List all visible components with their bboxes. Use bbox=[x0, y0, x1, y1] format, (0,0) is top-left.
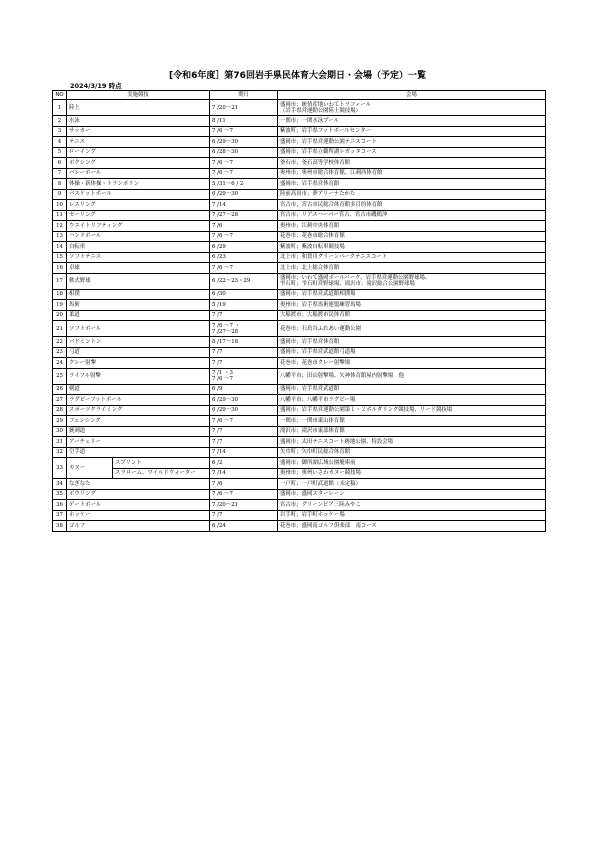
row-event: 陸上 bbox=[67, 100, 210, 116]
row-venue bbox=[278, 489, 546, 500]
row-venue bbox=[278, 310, 546, 321]
row-date-line: 7 /6 ～7 bbox=[212, 233, 233, 240]
row-venue-line: 盛岡市；岩手県立御所湖レガッタコース bbox=[280, 149, 377, 156]
row-no: 3 bbox=[53, 126, 67, 137]
table-row bbox=[53, 489, 546, 500]
row-date bbox=[210, 479, 278, 490]
row-date bbox=[210, 189, 278, 200]
row-date-line: 7 /6 ～7 bbox=[212, 376, 233, 382]
table-row bbox=[53, 437, 546, 448]
row-date bbox=[210, 158, 278, 169]
row-date-line: 5 /19 bbox=[212, 301, 226, 308]
row-venue-line: 紫波町；紫波自転車競技場 bbox=[280, 243, 345, 250]
row-date-line: 6 /24 bbox=[212, 522, 226, 529]
row-date bbox=[210, 416, 278, 427]
row-venue-line: 宮古市；グリーンピア三陸みやこ bbox=[280, 501, 361, 508]
row-venue-line: 盛岡市；岩手県営武道館相撲場 bbox=[280, 291, 356, 298]
row-no: 4 bbox=[53, 137, 67, 148]
row-venue-line: 一戸町；一戸町武道館（未定稿） bbox=[280, 480, 361, 487]
row-date-line: 7 /6 ～7 ・ bbox=[212, 322, 241, 329]
row-date-line: 6 /29～30 bbox=[212, 396, 239, 403]
row-venue-line: 紫波町；岩手県フットボールセンター bbox=[280, 128, 371, 135]
table-row bbox=[53, 337, 546, 348]
row-venue-line: 奥州市；奥州市総合体育館、江刺西体育館 bbox=[280, 170, 383, 177]
row-venue-line: 盛岡市；岩手県営運動公園テニスコート bbox=[280, 138, 377, 145]
row-venue-line: 盛岡市；岩手県営武道館 bbox=[280, 386, 340, 393]
row-sub-event: スプリント bbox=[113, 458, 210, 469]
row-date-line: 7 /27～28 bbox=[212, 212, 239, 219]
row-no: 15 bbox=[53, 252, 67, 263]
row-date-line: 6 /29～30 bbox=[212, 191, 239, 198]
table-row bbox=[53, 116, 546, 127]
row-event: ウエイトリフティング bbox=[67, 221, 210, 232]
row-venue-line: 宮古市；宮古市民総合体育館多目的体育館 bbox=[280, 201, 383, 208]
row-venue-line: 盛岡市；いわて盛岡ボールパーク、岩手県営運動公園野球場、 bbox=[280, 275, 431, 281]
row-date-line: 6 /30 bbox=[212, 291, 226, 298]
row-venue bbox=[278, 189, 546, 200]
row-venue bbox=[278, 273, 546, 289]
row-venue-line: 一関市；一関市東山体育館 bbox=[280, 417, 345, 424]
row-date bbox=[210, 489, 278, 500]
row-venue-line: 北上市；北上総合体育館 bbox=[280, 264, 340, 271]
row-no: 16 bbox=[53, 263, 67, 274]
row-venue-line: （岩手県営運動公園陸上競技場） bbox=[280, 107, 361, 114]
row-sub-event: スラローム、ワイルドウォーター bbox=[113, 468, 210, 479]
row-venue bbox=[278, 426, 546, 437]
row-date-line: 7 /7 bbox=[212, 349, 223, 356]
row-date bbox=[210, 521, 278, 532]
row-venue bbox=[278, 337, 546, 348]
row-date bbox=[210, 231, 278, 242]
row-date-line: 8 /17～18 bbox=[212, 338, 239, 345]
row-date-line: 6 /22～23・29 bbox=[212, 278, 251, 284]
table-row bbox=[53, 395, 546, 406]
row-no: 31 bbox=[53, 437, 67, 448]
row-no: 19 bbox=[53, 300, 67, 311]
row-venue-line: 矢巾町；矢巾町民総合体育館 bbox=[280, 449, 351, 456]
row-event: ボクシング bbox=[67, 158, 210, 169]
row-venue bbox=[278, 395, 546, 406]
row-venue-line: 滝沢市；滝沢市東部体育館 bbox=[280, 428, 345, 435]
table-row bbox=[53, 468, 546, 479]
row-no: 37 bbox=[53, 510, 67, 521]
row-date: 6 /2 bbox=[210, 458, 278, 469]
row-date bbox=[210, 358, 278, 369]
row-date-line: 7 /6 ～7 bbox=[212, 417, 233, 424]
row-no: 6 bbox=[53, 158, 67, 169]
row-no: 12 bbox=[53, 221, 67, 232]
row-date-line: 7 /14 bbox=[212, 449, 226, 456]
row-venue-line: 八幡平市；八幡平市ラグビー場 bbox=[280, 396, 356, 403]
row-event: 軟式野球 bbox=[67, 273, 210, 289]
row-date bbox=[210, 347, 278, 358]
row-date-line: 7 /14 bbox=[212, 201, 226, 208]
row-event: ホッケー bbox=[67, 510, 210, 521]
row-date bbox=[210, 395, 278, 406]
row-no: 11 bbox=[53, 210, 67, 221]
row-event: 銃剣道 bbox=[67, 426, 210, 437]
row-date-line: 6 /29～30 bbox=[212, 407, 239, 414]
table-row bbox=[53, 100, 546, 116]
row-event: ソフトボール bbox=[67, 321, 210, 337]
row-event: バレーボール bbox=[67, 168, 210, 179]
row-date-line: 7 /27～28 bbox=[212, 328, 239, 335]
row-no: 21 bbox=[53, 321, 67, 337]
row-event: フェンシング bbox=[67, 416, 210, 427]
table-row bbox=[53, 321, 546, 337]
row-venue bbox=[278, 231, 546, 242]
table-row bbox=[53, 384, 546, 395]
row-date-line: 7 /1 ・3 bbox=[212, 370, 233, 376]
row-event: ローイング bbox=[67, 147, 210, 158]
header-no: NO bbox=[53, 91, 67, 100]
row-event: カヌー bbox=[67, 458, 113, 479]
table-row bbox=[53, 200, 546, 211]
row-venue: 盛岡市；御所湖広域公園艇庫前 bbox=[278, 458, 546, 469]
row-no: 34 bbox=[53, 479, 67, 490]
row-event: ラグビーフットボール bbox=[67, 395, 210, 406]
row-date-line: 6 /23 bbox=[212, 254, 226, 261]
row-date bbox=[210, 500, 278, 511]
row-venue bbox=[278, 321, 546, 337]
row-event: 体操・新体操・トランポリン bbox=[67, 179, 210, 190]
row-date: 7 /14 bbox=[210, 468, 278, 479]
row-date-line: 7 /6 ～7 bbox=[212, 128, 233, 135]
row-venue bbox=[278, 384, 546, 395]
row-date bbox=[210, 179, 278, 190]
row-no: 2 bbox=[53, 116, 67, 127]
row-no: 30 bbox=[53, 426, 67, 437]
table-row bbox=[53, 458, 546, 469]
table-row bbox=[53, 310, 546, 321]
row-date-line: 7 /7 bbox=[212, 312, 223, 319]
header-date: 期日 bbox=[210, 91, 278, 100]
row-date bbox=[210, 426, 278, 437]
row-no: 9 bbox=[53, 189, 67, 200]
row-venue-line: 花巻市；花巻市クレー射撃場 bbox=[280, 359, 351, 366]
row-date bbox=[210, 510, 278, 521]
row-date bbox=[210, 263, 278, 274]
table-row bbox=[53, 126, 546, 137]
row-venue bbox=[278, 405, 546, 416]
row-event: 弓道 bbox=[67, 347, 210, 358]
table-row bbox=[53, 300, 546, 311]
row-venue bbox=[278, 126, 546, 137]
row-venue bbox=[278, 300, 546, 311]
table-row bbox=[53, 252, 546, 263]
row-event: バドミントン bbox=[67, 337, 210, 348]
row-venue bbox=[278, 500, 546, 511]
row-no: 17 bbox=[53, 273, 67, 289]
row-event: 剣道 bbox=[67, 384, 210, 395]
row-venue-line: 奥州市；岩手県馬術連盟練習馬場 bbox=[280, 301, 361, 308]
row-event: テニス bbox=[67, 137, 210, 148]
row-date-line: 6 /29 bbox=[212, 243, 226, 250]
row-venue-line: 盛岡市；岩手県営武道館弓道場 bbox=[280, 349, 356, 356]
row-venue bbox=[278, 158, 546, 169]
row-no: 22 bbox=[53, 337, 67, 348]
row-no: 10 bbox=[53, 200, 67, 211]
row-no: 23 bbox=[53, 347, 67, 358]
row-venue-line: 北上市；和賀川グリーンパークテニスコート bbox=[280, 254, 388, 261]
row-event: ソフトテニス bbox=[67, 252, 210, 263]
row-venue-line: 奥州市；江刺中央体育館 bbox=[280, 222, 340, 229]
row-no: 26 bbox=[53, 384, 67, 395]
row-date-line: 7 /20～21 bbox=[212, 501, 239, 508]
row-venue bbox=[278, 179, 546, 190]
row-date bbox=[210, 289, 278, 300]
table-row bbox=[53, 137, 546, 148]
row-venue bbox=[278, 200, 546, 211]
row-date-line: 7 /6 bbox=[212, 222, 223, 229]
row-date bbox=[210, 405, 278, 416]
row-no: 25 bbox=[53, 368, 67, 384]
table-row bbox=[53, 368, 546, 384]
table-row bbox=[53, 221, 546, 232]
row-date-line: 7 /6 ～7 bbox=[212, 491, 233, 498]
row-event: 馬術 bbox=[67, 300, 210, 311]
row-date-line: 7 /7 bbox=[212, 428, 223, 435]
row-venue bbox=[278, 416, 546, 427]
row-event: クレー射撃 bbox=[67, 358, 210, 369]
row-date bbox=[210, 116, 278, 127]
as-of-date: 2024/3/19 時点 bbox=[70, 82, 122, 90]
row-date bbox=[210, 126, 278, 137]
row-date-line: 6 /9 bbox=[212, 386, 223, 393]
row-date bbox=[210, 300, 278, 311]
row-venue: 奥州市；奥州いさわカヌー競技場 bbox=[278, 468, 546, 479]
row-no: 24 bbox=[53, 358, 67, 369]
row-venue bbox=[278, 252, 546, 263]
row-venue-line: 盛岡市；岩手県営運動公園第１・２ボルダリング競技場、リード競技場 bbox=[280, 407, 453, 414]
row-venue bbox=[278, 521, 546, 532]
row-date bbox=[210, 200, 278, 211]
table-row bbox=[53, 358, 546, 369]
table-row bbox=[53, 416, 546, 427]
row-venue bbox=[278, 221, 546, 232]
row-venue bbox=[278, 479, 546, 490]
row-venue bbox=[278, 368, 546, 384]
table-row bbox=[53, 147, 546, 158]
row-date bbox=[210, 100, 278, 116]
row-event: ゲートボール bbox=[67, 500, 210, 511]
table-row bbox=[53, 447, 546, 458]
row-event: 水泳 bbox=[67, 116, 210, 127]
row-event: 卓球 bbox=[67, 263, 210, 274]
row-event: 柔道 bbox=[67, 310, 210, 321]
row-venue-line: 陸前高田市；夢アリーナたかた bbox=[280, 191, 356, 198]
table-row bbox=[53, 210, 546, 221]
header-venue: 会場 bbox=[278, 91, 546, 100]
row-date bbox=[210, 242, 278, 253]
row-no: 1 bbox=[53, 100, 67, 116]
row-date bbox=[210, 168, 278, 179]
row-date bbox=[210, 384, 278, 395]
table-row bbox=[53, 158, 546, 169]
row-date bbox=[210, 221, 278, 232]
row-no: 8 bbox=[53, 179, 67, 190]
table-row bbox=[53, 273, 546, 289]
row-venue-line: 盛岡市；岩手県営体育館 bbox=[280, 180, 340, 187]
row-date-line: 7 /6 ～7 bbox=[212, 159, 233, 166]
row-venue-line: 一関市；一関水泳プール bbox=[280, 117, 340, 124]
table-row bbox=[53, 347, 546, 358]
page-title: [令和6年度］第76回岩手県民体育大会期日・会場（予定）一覧 bbox=[169, 71, 426, 81]
row-no: 7 bbox=[53, 168, 67, 179]
row-no: 29 bbox=[53, 416, 67, 427]
row-no: 33 bbox=[53, 458, 67, 479]
table-body bbox=[53, 100, 546, 532]
row-date bbox=[210, 368, 278, 384]
row-no: 18 bbox=[53, 289, 67, 300]
row-date bbox=[210, 337, 278, 348]
row-venue-line: 雫石町；雫石町営野球場、滝沢市；滝沢総合公園野球場 bbox=[280, 281, 415, 287]
row-date-line: 6 /28～30 bbox=[212, 149, 239, 156]
row-event: 相撲 bbox=[67, 289, 210, 300]
row-date bbox=[210, 252, 278, 263]
row-date bbox=[210, 310, 278, 321]
row-event: サッカー bbox=[67, 126, 210, 137]
row-date bbox=[210, 137, 278, 148]
row-venue bbox=[278, 147, 546, 158]
schedule-table bbox=[52, 90, 546, 532]
row-venue-line: 花巻市；石鳥谷ふれあい運動公園 bbox=[280, 325, 361, 332]
row-venue bbox=[278, 289, 546, 300]
row-date bbox=[210, 437, 278, 448]
row-no: 5 bbox=[53, 147, 67, 158]
row-no: 32 bbox=[53, 447, 67, 458]
table-row bbox=[53, 521, 546, 532]
row-venue bbox=[278, 437, 546, 448]
row-venue bbox=[278, 100, 546, 116]
row-venue-line: 大船渡市；大船渡市民体育館 bbox=[280, 312, 351, 319]
row-no: 28 bbox=[53, 405, 67, 416]
row-no: 38 bbox=[53, 521, 67, 532]
table-row bbox=[53, 179, 546, 190]
header-event: 実施競技 bbox=[67, 91, 210, 100]
row-date-line: 5 /31～6 / 2 bbox=[212, 180, 244, 187]
row-venue-line: 釜石市；釜石高等学校体育館 bbox=[280, 159, 351, 166]
row-date bbox=[210, 273, 278, 289]
row-event: ハンドボール bbox=[67, 231, 210, 242]
row-date bbox=[210, 447, 278, 458]
table-row bbox=[53, 479, 546, 490]
row-date-line: 8 /11 bbox=[212, 117, 226, 124]
table-row bbox=[53, 426, 546, 437]
row-event: ゴルフ bbox=[67, 521, 210, 532]
row-event: アーチェリー bbox=[67, 437, 210, 448]
row-venue-line: 盛岡市；盛岡スターレーン bbox=[280, 491, 345, 498]
row-date-line: 7 /7 bbox=[212, 512, 223, 519]
row-date bbox=[210, 321, 278, 337]
table-row bbox=[53, 510, 546, 521]
row-venue-line: 宮古市；リアスハーバー宮古、宮古市磯鶏沖 bbox=[280, 212, 388, 219]
row-venue bbox=[278, 137, 546, 148]
row-venue-line: 盛岡市；岩手県営体育館 bbox=[280, 338, 340, 345]
table-row bbox=[53, 168, 546, 179]
row-event: バスケットボール bbox=[67, 189, 210, 200]
row-venue bbox=[278, 510, 546, 521]
row-no: 14 bbox=[53, 242, 67, 253]
row-date bbox=[210, 147, 278, 158]
table-row bbox=[53, 263, 546, 274]
row-no: 13 bbox=[53, 231, 67, 242]
table-row bbox=[53, 231, 546, 242]
table-row bbox=[53, 289, 546, 300]
row-venue bbox=[278, 210, 546, 221]
row-date-line: 7 /6 ～7 bbox=[212, 170, 233, 177]
row-venue-line: 盛岡市；統情産地いわてトラフィール bbox=[280, 101, 372, 108]
row-venue-line: 八幡平市；田山射撃場、矢神体育館屋内射撃場 他 bbox=[280, 373, 405, 379]
row-no: 27 bbox=[53, 395, 67, 406]
row-event: ボウリング bbox=[67, 489, 210, 500]
row-event: ライフル射撃 bbox=[67, 368, 210, 384]
row-event: 自転車 bbox=[67, 242, 210, 253]
row-date-line: 7 /7 bbox=[212, 438, 223, 445]
table-row bbox=[53, 500, 546, 511]
table-header-row bbox=[53, 91, 546, 100]
row-event: なぎなた bbox=[67, 479, 210, 490]
row-event: 空手道 bbox=[67, 447, 210, 458]
row-no: 36 bbox=[53, 500, 67, 511]
row-event: セーリング bbox=[67, 210, 210, 221]
row-venue bbox=[278, 358, 546, 369]
row-event: スポーツクライミング bbox=[67, 405, 210, 416]
row-no: 20 bbox=[53, 310, 67, 321]
table-row bbox=[53, 189, 546, 200]
row-date-line: 7 /6 bbox=[212, 480, 223, 487]
row-date-line: 7 /6 ～7 bbox=[212, 264, 233, 271]
row-no: 35 bbox=[53, 489, 67, 500]
row-event: レスリング bbox=[67, 200, 210, 211]
row-venue-line: 盛岡市；太田テニスコート跡地公園、特設会場 bbox=[280, 438, 394, 445]
row-venue bbox=[278, 447, 546, 458]
row-venue-line: 岩手町；岩手町ホッケー場 bbox=[280, 512, 345, 519]
row-venue bbox=[278, 116, 546, 127]
row-date-line: 7 /7 bbox=[212, 359, 223, 366]
table-row bbox=[53, 405, 546, 416]
table-row bbox=[53, 242, 546, 253]
row-date-line: 6 /29～30 bbox=[212, 138, 239, 145]
row-date-line: 7 /20～21 bbox=[212, 104, 239, 111]
row-venue bbox=[278, 168, 546, 179]
row-venue bbox=[278, 263, 546, 274]
row-venue-line: 花巻市；花巻市総合体育館 bbox=[280, 233, 345, 240]
row-venue bbox=[278, 242, 546, 253]
row-venue bbox=[278, 347, 546, 358]
row-venue-line: 花巻市；盛岡南ゴルフ倶楽部 南コース bbox=[280, 522, 377, 529]
row-date bbox=[210, 210, 278, 221]
